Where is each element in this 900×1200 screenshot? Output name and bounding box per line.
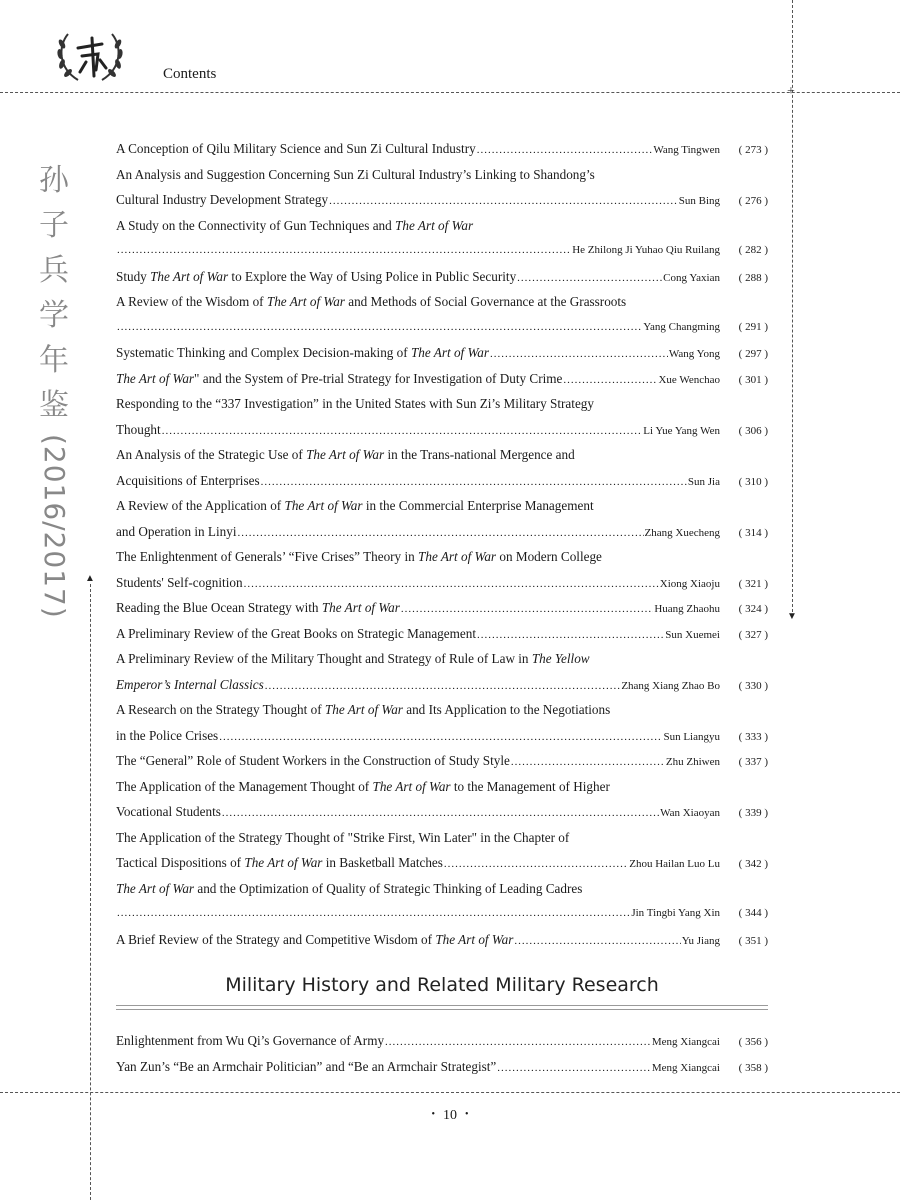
entry-page-ref: ( 330 ): [738, 679, 768, 692]
entry-title: [116, 927, 513, 953]
section-entries: [116, 1028, 768, 1079]
entry-page-ref: ( 342 ): [738, 858, 768, 870]
side-title-char: 孙: [39, 163, 69, 198]
dot-leader: [261, 470, 687, 496]
toc-entry-line[interactable]: [116, 187, 768, 213]
toc-entry-line[interactable]: [116, 850, 768, 876]
entry-title-text: An Analysis of the Strategic Use of: [116, 447, 307, 462]
entry-author: Jin Tingbi Yang Xin: [631, 907, 720, 919]
entry-title-text: Tactical Dispositions of: [116, 855, 245, 870]
toc-entry-line[interactable]: [116, 442, 768, 468]
crop-line-bottom: [0, 1092, 900, 1093]
crop-line-top: [0, 92, 900, 93]
entry-title-italic: The Art of War: [244, 855, 323, 870]
entry-page-ref: ( 327 ): [738, 628, 768, 641]
entry-title-text: Reading the Blue Ocean Strategy with: [116, 600, 322, 615]
entry-page-ref: ( 276 ): [738, 195, 768, 207]
entry-title: [116, 442, 768, 468]
entry-author: Wang Yong: [668, 348, 720, 360]
table-of-contents: [116, 136, 768, 952]
entry-page-ref: ( 339 ): [738, 807, 768, 819]
entry-title-text: The Enlightenment of Generals’ “Five Crises” Theory in: [116, 549, 419, 564]
entry-title: Thought: [116, 421, 161, 437]
entry-title: The Application of the Strategy Thought of "Strike First, Win Later" in the Chapter of: [116, 829, 570, 845]
entry-page-ref: ( 291 ): [738, 320, 768, 333]
entry-title: Enlightenment from Wu Qi’s Governance of Army: [116, 1033, 385, 1048]
entry-title: [116, 876, 768, 902]
page-number: • 10 •: [431, 1108, 469, 1123]
toc-entry-line[interactable]: [116, 570, 768, 596]
toc-entry-line[interactable]: [116, 748, 768, 774]
entry-title: [116, 595, 400, 621]
dot-leader: [490, 342, 668, 368]
toc-entry-line[interactable]: [116, 1054, 768, 1080]
entry-title-italic: The Art of War: [395, 217, 474, 233]
entry-title-text: Study: [116, 268, 151, 284]
entry-title-italic: The Art of War: [306, 447, 385, 462]
arrow-up-icon: ▲: [85, 573, 95, 584]
toc-entry-line[interactable]: [116, 672, 768, 698]
entry-title-text: A Brief Review of the Strategy and Competitive Wisdom of: [116, 931, 436, 947]
section-double-rule: [116, 1005, 768, 1010]
dot-leader: [222, 801, 659, 827]
entry-page-ref: ( 288 ): [738, 271, 768, 284]
entry-title-text: The Application of the Management Thought of: [116, 778, 373, 794]
dot-leader: [265, 674, 621, 700]
toc-entry-line[interactable]: [116, 876, 768, 902]
entry-title: [116, 213, 768, 239]
entry-title-text: A Review of the Wisdom of: [116, 294, 267, 309]
entry-title-text: in Basketball Matches: [322, 855, 443, 870]
entry-title: [116, 544, 768, 570]
toc-entry-line[interactable]: [116, 595, 768, 621]
dot-leader: [117, 238, 571, 264]
entry-title: Vocational Students: [116, 804, 221, 819]
toc-entry-line[interactable]: [116, 162, 768, 188]
dot-leader: [477, 138, 653, 164]
dot-leader: [385, 1030, 651, 1056]
entry-author: He Zhilong Ji Yuhao Qiu Ruilang: [572, 244, 720, 256]
entry-title-text: on Modern College: [496, 549, 602, 564]
toc-entry-line[interactable]: [116, 723, 768, 749]
toc-entry-line[interactable]: [116, 493, 768, 519]
entry-title: Cultural Industry Development Strategy: [116, 192, 329, 207]
toc-entry-line[interactable]: [116, 544, 768, 570]
toc-entry-line[interactable]: [116, 901, 768, 927]
entry-author: Zhou Hailan Luo Lu: [629, 858, 720, 870]
entry-page-ref: ( 310 ): [738, 475, 768, 488]
entry-page-ref: ( 297 ): [738, 348, 768, 360]
toc-entry-line[interactable]: [116, 519, 768, 545]
entry-author: Li Yue Yang Wen: [643, 424, 720, 437]
entry-author: Zhu Zhiwen: [665, 756, 720, 768]
laurel-emblem-logo: [52, 26, 128, 86]
entry-title-italic: The Art of War: [266, 294, 345, 309]
dot-leader: [497, 1056, 651, 1082]
entry-title-text: and the Optimization of Quality of Strategic Thinking of Leading Cadres: [194, 880, 583, 896]
entry-page-ref: ( 273 ): [738, 144, 768, 156]
dot-leader: [238, 521, 644, 547]
toc-entry-line[interactable]: [116, 621, 768, 647]
entry-page-ref: ( 282 ): [738, 244, 768, 256]
entry-page-ref: ( 321 ): [738, 577, 768, 590]
entry-page-ref: ( 344 ): [738, 907, 768, 919]
entry-page-ref: ( 337 ): [738, 756, 768, 768]
dot-leader: [444, 852, 628, 878]
entry-author: Xiong Xiaoju: [659, 577, 720, 590]
entry-page-ref: ( 324 ): [738, 603, 768, 615]
dot-leader: [117, 901, 630, 927]
entry-title-text: and Its Application to the Negotiations: [402, 702, 611, 717]
entry-title-italic: Emperor’s Internal Classics: [116, 676, 264, 692]
toc-entry-line[interactable]: [116, 289, 768, 315]
toc-entry-line[interactable]: [116, 264, 768, 290]
toc-entry-line[interactable]: [116, 213, 768, 239]
dot-leader: [329, 189, 678, 215]
toc-entry-line[interactable]: [116, 238, 768, 264]
dot-leader: [401, 597, 653, 623]
toc-entry-line[interactable]: [116, 315, 768, 341]
entry-title-italic: The Art of War: [150, 268, 229, 284]
dot-leader: [477, 623, 664, 649]
toc-entry-line[interactable]: [116, 825, 768, 851]
entry-page-ref: ( 306 ): [738, 424, 768, 437]
toc-entry-line[interactable]: [116, 697, 768, 723]
entry-title: [116, 646, 768, 672]
section-title: Military History and Related Military Research: [225, 974, 659, 996]
entry-title-text: in the Trans-national Mergence and: [384, 447, 575, 462]
entry-title-italic: The Art of War: [284, 498, 363, 513]
entry-title: [116, 850, 443, 876]
crop-cross-mark: +: [787, 84, 795, 99]
entry-page-ref: ( 314 ): [738, 526, 768, 539]
entry-title-text: A Preliminary Review of the Military Thought and Strategy of Rule of Law in: [116, 651, 532, 666]
entry-title-italic: The Art of War: [321, 600, 400, 615]
entry-page-ref: ( 333 ): [738, 730, 768, 743]
entry-title: [116, 289, 768, 315]
entry-author: Meng Xiangcai: [651, 1061, 720, 1074]
entry-title-italic: The Art of War: [116, 370, 195, 386]
arrow-down-icon: ▼: [787, 611, 797, 622]
entry-title: [116, 672, 264, 698]
entry-title-italic: The Art of War: [372, 778, 451, 794]
entry-title: and Operation in Linyi: [116, 523, 237, 539]
entry-author: Sun Liangyu: [663, 730, 720, 743]
entry-title: [116, 493, 768, 519]
dot-leader: [219, 725, 662, 751]
entry-title: Yan Zun’s “Be an Armchair Politician” and “Be an Armchair Strategist”: [116, 1058, 497, 1074]
entry-title: [116, 264, 516, 290]
entry-title: Acquisitions of Enterprises: [116, 472, 260, 488]
entry-author: Xue Wenchao: [658, 373, 720, 386]
entry-title: The “General” Role of Student Workers in the Construction of Study Style: [116, 753, 510, 768]
dot-leader: [511, 750, 665, 776]
side-title-char: 年: [39, 343, 69, 378]
dot-leader: [117, 315, 642, 341]
entry-title: in the Police Crises: [116, 727, 219, 743]
toc-entry-line[interactable]: [116, 340, 768, 366]
entry-author: Huang Zhaohu: [654, 603, 720, 615]
entry-title-text: to Explore the Way of Using Police in Public Security: [228, 268, 517, 284]
entry-title: Students' Self-cognition: [116, 574, 243, 590]
page-number-value: 10: [443, 1108, 457, 1123]
entry-title-text: A Research on the Strategy Thought of: [116, 702, 325, 717]
entry-title-italic: The Yellow: [531, 651, 590, 666]
entry-author: Zhang Xuecheng: [644, 526, 720, 539]
toc-entry-line[interactable]: [116, 391, 768, 417]
entry-title: A Preliminary Review of the Great Books on Strategic Management: [116, 625, 477, 641]
entry-title: [116, 340, 489, 366]
entry-page-ref: ( 358 ): [738, 1061, 768, 1074]
entry-title: [116, 697, 768, 723]
entry-title-italic: The Art of War: [410, 345, 490, 360]
toc-entry-line[interactable]: [116, 366, 768, 392]
toc-entry-line[interactable]: [116, 136, 768, 162]
entry-title-italic: The Art of War: [116, 880, 195, 896]
toc-entry-line[interactable]: [116, 799, 768, 825]
entry-author: Yang Changming: [643, 320, 720, 333]
entry-title-text: A Review of the Application of: [116, 498, 285, 513]
entry-author: Meng Xiangcai: [651, 1036, 720, 1048]
side-title-char: 学: [39, 298, 69, 333]
entry-title: [116, 366, 562, 392]
entry-title-text: A Study on the Connectivity of Gun Techniques and: [116, 217, 396, 233]
entry-title: A Conception of Qilu Military Science and Sun Zi Cultural Industry: [116, 141, 476, 156]
toc-entry-line[interactable]: [116, 1028, 768, 1054]
entry-page-ref: ( 356 ): [738, 1036, 768, 1048]
entry-author: Sun Xuemei: [665, 628, 720, 641]
entry-title-italic: The Art of War: [435, 931, 514, 947]
side-title-char: 鉴: [39, 388, 69, 423]
toc-entry-line[interactable]: [116, 468, 768, 494]
entry-title-italic: The Art of War: [324, 702, 403, 717]
entry-page-ref: ( 351 ): [738, 934, 768, 947]
entry-author: Cong Yaxian: [663, 271, 720, 284]
dot-leader: [162, 419, 643, 445]
toc-entry-line[interactable]: [116, 417, 768, 443]
entry-author: Sun Bing: [678, 195, 720, 207]
entry-author: Sun Jia: [687, 475, 720, 488]
side-title-years: (2016/2017): [38, 434, 71, 619]
dot-leader: [244, 572, 659, 598]
side-title-char: 兵: [39, 253, 69, 288]
toc-entry-line[interactable]: [116, 646, 768, 672]
entry-author: Wan Xiaoyan: [660, 807, 720, 819]
side-book-title: [34, 158, 74, 619]
entry-author: Zhang Xiang Zhao Bo: [621, 679, 720, 692]
entry-author: Wang Tingwen: [653, 144, 720, 156]
entry-title-text: " and the System of Pre-trial Strategy for Investigation of Duty Crime: [194, 370, 563, 386]
entry-title: An Analysis and Suggestion Concerning Sun Zi Cultural Industry’s Linking to Shandong’s: [116, 166, 595, 182]
dot-leader: [563, 368, 657, 394]
entry-title-text: Systematic Thinking and Complex Decision-making of: [116, 345, 411, 360]
entry-title-text: to the Management of Higher: [450, 778, 610, 794]
entry-title: [116, 774, 768, 800]
entry-title-text: and Methods of Social Governance at the Grassroots: [344, 294, 627, 309]
section-header: [116, 974, 768, 1010]
entry-title-text: in the Commercial Enterprise Management: [362, 498, 594, 513]
dot-leader: [514, 929, 680, 955]
side-title-char: 子: [39, 208, 69, 243]
entry-author: Yu Jiang: [681, 934, 720, 947]
running-header: Contents: [163, 66, 217, 82]
toc-entry-line[interactable]: [116, 774, 768, 800]
entry-title-italic: The Art of War: [418, 549, 497, 564]
entry-page-ref: ( 301 ): [738, 373, 768, 386]
entry-title: Responding to the “337 Investigation” in the United States with Sun Zi’s Military Strategy: [116, 396, 594, 411]
toc-entry-line[interactable]: [116, 927, 768, 953]
dot-leader: [517, 266, 662, 292]
